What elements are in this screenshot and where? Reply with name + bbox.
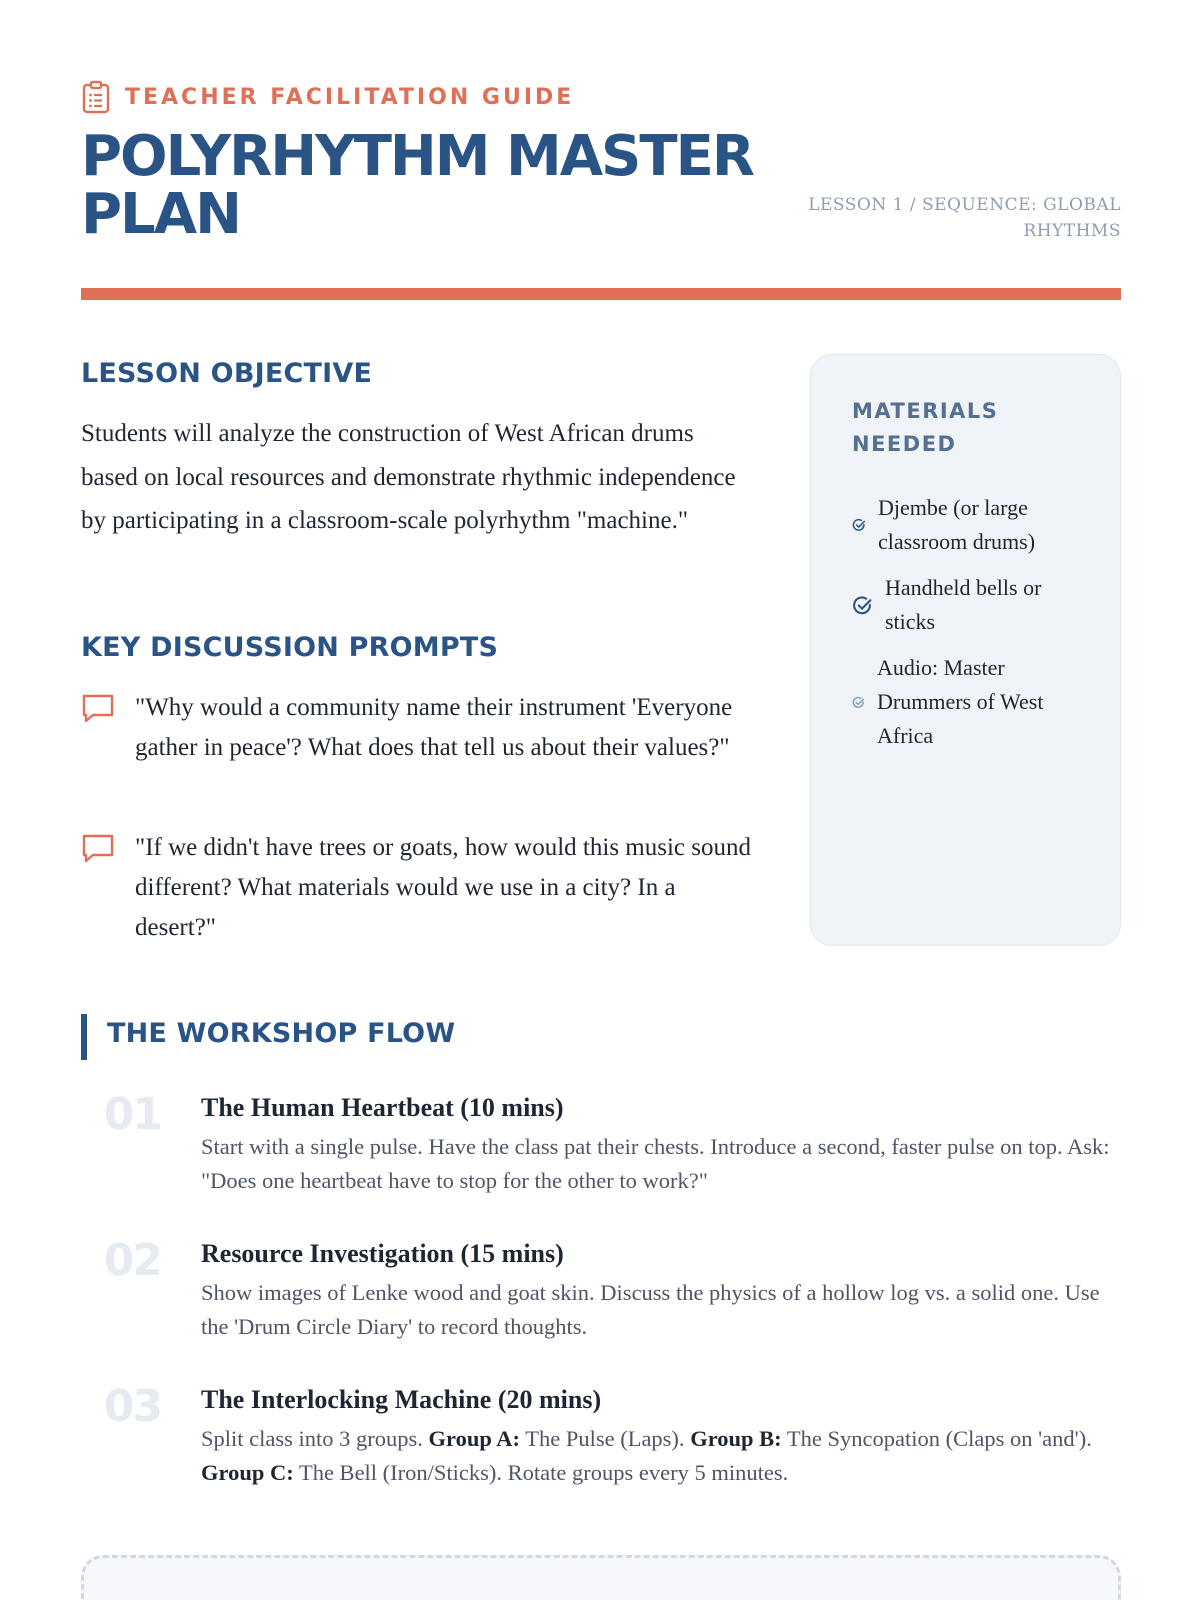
prompt-text: "Why would a community name their instrument 'Everyone gather in peace'? What does that tell us about their values?": [135, 694, 733, 761]
materials-card: [810, 354, 1121, 946]
check-circle-icon: [852, 696, 865, 709]
workshop-heading-accent: [81, 1014, 87, 1060]
materials-item: [852, 571, 1092, 639]
group-c-text: The Bell (Iron/Sticks). Rotate groups every 5 minutes.: [298, 1460, 789, 1485]
speech-bubble-icon: [81, 692, 115, 724]
step-description: Show images of Lenke wood and goat skin. Discuss the physics of a hollow log vs. a solid one. Use the 'Drum Circle Diary' to record thoughts.: [201, 1280, 1100, 1339]
group-a-text: The Pulse (Laps).: [525, 1426, 685, 1451]
step-number: 02: [103, 1235, 161, 1286]
step-description: Start with a single pulse. Have the class pat their chests. Introduce a second, faster pulse on top. Ask: "Does one heartbeat have to stop for the other to work?": [201, 1134, 1110, 1193]
page-title: POLYRHYTHM MASTER PLAN: [81, 124, 753, 247]
check-circle-icon: [852, 595, 873, 616]
objective-text: Students will analyze the construction of West African drums based on local resources and demonstrate rhythmic independence by participating in a classroom-scale polyrhythm "machine.": [81, 420, 736, 534]
discussion-prompt: [81, 828, 761, 948]
step-title: The Interlocking Machine (20 mins): [201, 1385, 602, 1414]
workshop-heading: THE WORKSHOP FLOW: [107, 1018, 456, 1049]
group-b-label: Group B:: [690, 1426, 782, 1451]
notes-box: [81, 1555, 1121, 1600]
discussion-prompt: [81, 688, 761, 768]
group-a-label: Group A:: [428, 1426, 520, 1451]
step-title: Resource Investigation (15 mins): [201, 1239, 564, 1268]
step-title: The Human Heartbeat (10 mins): [201, 1093, 564, 1122]
facilitation-guide-page: [81, 0, 1121, 1600]
materials-item: [852, 651, 1092, 753]
check-circle-icon: [852, 518, 866, 532]
eyebrow: [81, 80, 574, 114]
speech-bubble-icon: [81, 832, 115, 864]
group-b-text: The Syncopation (Claps on 'and').: [786, 1426, 1092, 1451]
step-number: 03: [103, 1381, 161, 1432]
materials-item-label: Audio: Master Drummers of West Africa: [877, 655, 1044, 748]
step-intro: Split class into 3 groups.: [201, 1426, 423, 1451]
prompts-heading: KEY DISCUSSION PROMPTS: [81, 632, 499, 663]
materials-item: [852, 491, 1092, 559]
eyebrow-label: TEACHER FACILITATION GUIDE: [125, 84, 575, 110]
prompt-text: "If we didn't have trees or goats, how would this music sound different? What materials would we use in a city? In a desert?": [135, 834, 752, 941]
group-c-label: Group C:: [201, 1460, 294, 1485]
header-divider: [81, 288, 1121, 300]
step-number: 01: [103, 1089, 161, 1140]
step-description: [201, 1422, 1121, 1490]
lesson-sequence-label: LESSON 1 / SEQUENCE: GLOBAL RHYTHMS: [808, 195, 1121, 241]
materials-heading: MATERIALS NEEDED: [852, 399, 999, 456]
objective-heading: LESSON OBJECTIVE: [81, 358, 373, 389]
clipboard-icon: [81, 80, 111, 114]
materials-item-label: Djembe (or large classroom drums): [878, 495, 1036, 554]
materials-item-label: Handheld bells or sticks: [885, 575, 1042, 634]
